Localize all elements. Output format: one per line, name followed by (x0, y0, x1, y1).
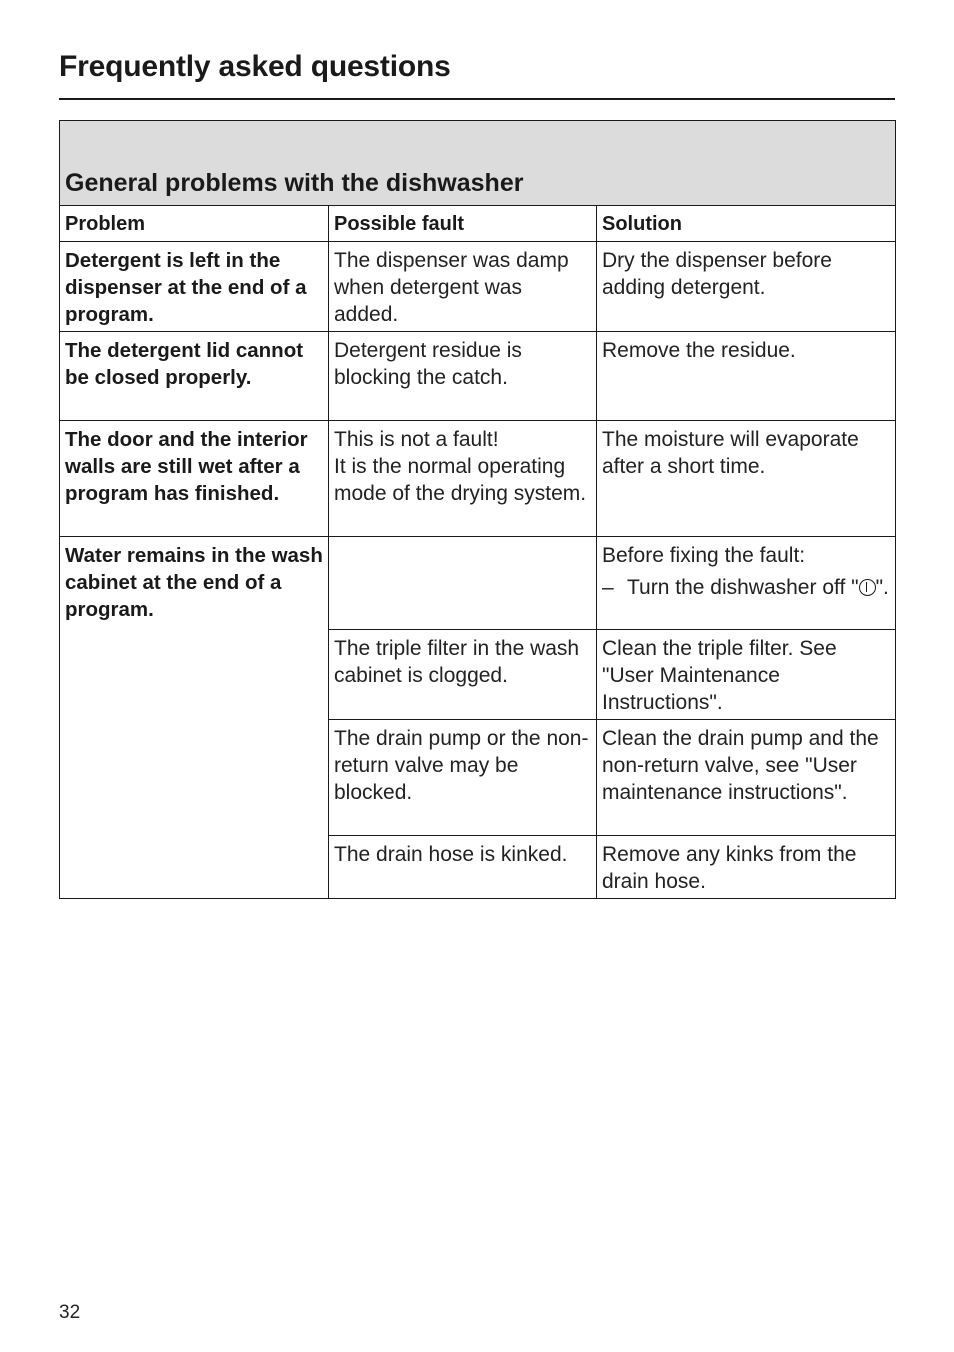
fault-cell-empty (329, 537, 597, 630)
solution-cell: Remove any kinks from the drain hose. (597, 836, 896, 899)
solution-cell: Dry the dispenser before adding detergent. (597, 242, 896, 332)
solution-cell (597, 537, 896, 630)
pre-step-intro: Before fixing the fault: (602, 544, 806, 567)
section-title: General problems with the dishwasher (60, 121, 896, 206)
page-number: 32 (59, 1302, 81, 1323)
step-prefix: Turn the dishwasher off " (627, 576, 859, 599)
table-row (60, 421, 896, 537)
table-header-row (60, 206, 896, 242)
fault-line: It is the normal operating mode of the drying system. (334, 455, 587, 505)
solution-cell: Clean the triple filter. See "User Maintenance Instructions". (597, 630, 896, 720)
solution-cell: Remove the residue. (597, 332, 896, 421)
dash-bullet: – (602, 576, 614, 599)
problem-cell: The door and the interior walls are still wet after a program has finished. (60, 421, 329, 537)
header-problem: Problem (60, 206, 329, 242)
fault-line: This is not a fault! (334, 428, 499, 451)
solution-cell: The moisture will evaporate after a short time. (597, 421, 896, 537)
step-suffix: ". (875, 576, 889, 599)
power-icon (859, 579, 876, 596)
problem-cell: Detergent is left in the dispenser at the end of a program. (60, 242, 329, 332)
header-possible-fault: Possible fault (329, 206, 597, 242)
fault-cell: The drain hose is kinked. (329, 836, 597, 899)
pre-step-item (602, 574, 890, 601)
fault-cell: The dispenser was damp when detergent was added. (329, 242, 597, 332)
solution-cell: Clean the drain pump and the non-return valve, see "User maintenance instructions". (597, 720, 896, 836)
header-solution: Solution (597, 206, 896, 242)
table-row (60, 537, 896, 630)
title-divider (59, 98, 895, 100)
problem-cell: The detergent lid cannot be closed properly. (60, 332, 329, 421)
faq-table (59, 120, 896, 899)
fault-cell: The drain pump or the non-return valve may be blocked. (329, 720, 597, 836)
page-title: Frequently asked questions (59, 50, 451, 83)
table-row (60, 242, 896, 332)
table-row (60, 332, 896, 421)
fault-cell (329, 421, 597, 537)
problem-cell: Water remains in the wash cabinet at the end of a program. (60, 537, 329, 899)
fault-cell: Detergent residue is blocking the catch. (329, 332, 597, 421)
pre-step-text (627, 574, 889, 601)
fault-cell: The triple filter in the wash cabinet is clogged. (329, 630, 597, 720)
